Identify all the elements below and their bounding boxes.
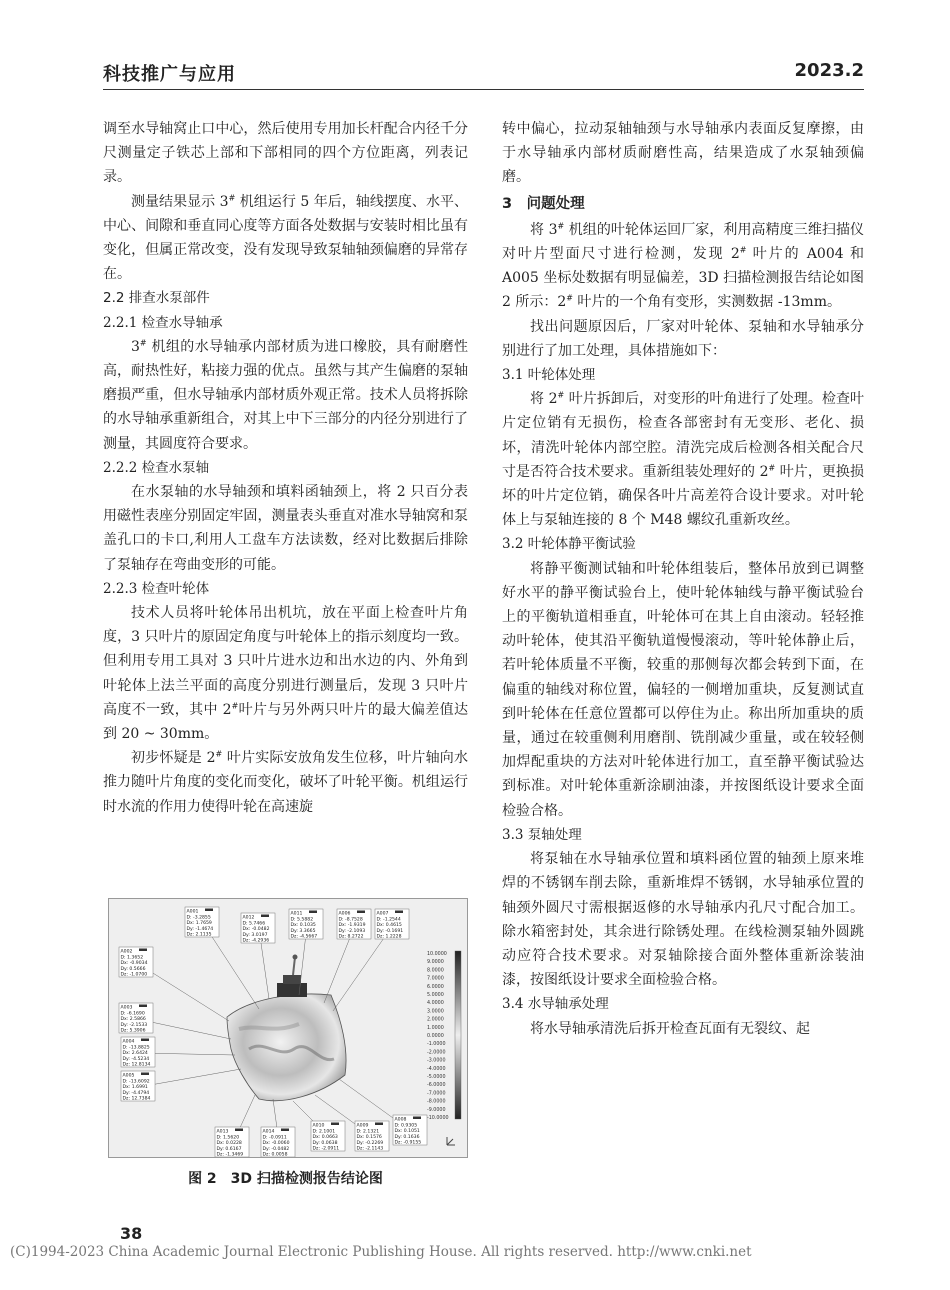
paragraph: 将 3# 机组的叶轮体运回厂家，利用高精度三维扫描仪对叶片型面尺寸进行检测，发现 2# 叶片的 A004 和 A005 坐标处数据有明显偏差，3D 扫描检测报告结论如图 2 所示：2# 叶片的一个角有变形，实测数据 -13mm。	[502, 221, 865, 311]
label-value: Dy: -2.1533	[120, 1022, 148, 1028]
label-value: Dz: -2.1143	[356, 1146, 384, 1152]
label-id: A012	[242, 915, 255, 921]
label-id: A002	[120, 949, 133, 955]
scale-tick-label: 4.0000	[427, 1001, 444, 1007]
label-value: D: 1.3652	[120, 955, 144, 961]
scale-tick-label: -5.0000	[427, 1075, 446, 1080]
measurement-label-a008	[393, 1115, 427, 1146]
subsection-heading: 3.3 泵轴处理	[502, 826, 582, 843]
paragraph: 测量结果显示 3# 机组运行 5 年后，轴线摆度、水平、中心、间隙和垂直同心度等方面各处数据与安装时相比虽有变化，但属正常改变，没有发现导致泵轴轴颈偏磨的异常存在。	[103, 192, 468, 283]
journal-title: 科技推广与应用	[103, 64, 236, 85]
label-value: D: 2.1321	[356, 1129, 380, 1135]
scale-tick-label: -2.0000	[427, 1050, 446, 1056]
scale-tick-label: 8.0000	[427, 968, 444, 974]
scale-tick-label: -9.0000	[427, 1107, 446, 1113]
label-id: A010	[312, 1123, 325, 1129]
label-value: Dz: 8.2722	[338, 934, 364, 940]
label-value: Dz: -0.9155	[394, 1140, 422, 1146]
copyright-notice: (C)1994-2023 China Academic Journal Electronic Publishing House. All rights reserved. http://www.cnki.net	[10, 1244, 752, 1260]
label-value: Dz: 2.1135	[186, 932, 212, 938]
label-value: Dx: 1.6991	[122, 1085, 148, 1091]
issue-number: 2023.2	[794, 60, 864, 81]
paragraph: 在水泵轴的水导轴颈和填料函轴颈上，将 2 只百分表用磁性表座分别固定牢固，测量表头垂直对准水导轴窝和泵盖孔口的卡口,利用人工盘车方法读数，经对比数据后排除了泵轴存在弯曲变形的可能。	[103, 484, 468, 573]
label-value: Dy: -0.0482	[262, 1146, 290, 1152]
color-scale-labels	[427, 951, 449, 1121]
scale-tick-label: 3.0000	[427, 1009, 444, 1015]
paragraph: 找出问题原因后，厂家对叶轮体、泵轴和水导轴承分别进行了加工处理，具体措施如下：	[502, 318, 864, 359]
label-value: Dy: 0.1636	[394, 1134, 420, 1140]
measurement-label-a005	[121, 1071, 155, 1102]
label-value: Dx: -1.9319	[338, 923, 366, 929]
measurement-label-a006	[337, 909, 371, 940]
scale-tick-label: 6.0000	[427, 984, 444, 990]
hub-shape	[277, 983, 307, 997]
label-value: Dx: 0.1051	[394, 1129, 420, 1135]
scale-tick-label: -6.0000	[427, 1083, 446, 1089]
label-value: Dy: 3.0197	[242, 932, 268, 938]
label-value: Dz: -1.3469	[216, 1152, 244, 1157]
label-value: D: -0.0911	[262, 1135, 287, 1141]
label-value: D: -13.8825	[122, 1045, 150, 1051]
label-value: D: -6.1690	[120, 1011, 145, 1017]
paragraph: 3# 机组的水导轴承内部材质为进口橡胶，具有耐磨性高，耐热性好，粘接力强的优点。虽然与其产生偏磨的泵轴磨损严重，但水导轴承内部材质外观正常。技术人员将拆除的水导轴承重新组合，对其上中下三部分的内径分别进行了测量，其圆度符合要求。	[103, 338, 468, 452]
paragraph: 将泵轴在水导轴承位置和填料函位置的轴颈上原来堆焊的不锈钢车削去除，重新堆焊不锈钢，水导轴承位置的轴颈外圆尺寸需根据返修的水导轴承内孔尺寸配合加工。除水箱密封处，其余进行除锈处理。在线检测泵轴外圆跳动应符合技术要求。对泵轴除接合面外整体重新涂装油漆，按图纸设计要求全面检验合格。	[502, 851, 864, 989]
page-header	[0, 0, 950, 92]
measurement-label-a010	[311, 1121, 345, 1152]
subsection-heading: 2.2.3 检查叶轮体	[103, 580, 210, 597]
scan-report-figure	[108, 898, 468, 1158]
scale-tick-label: -4.0000	[427, 1066, 446, 1072]
label-id: A014	[262, 1129, 275, 1135]
label-value: Dx: 0.0663	[312, 1135, 338, 1141]
label-value: Dx: -0.0482	[242, 927, 270, 933]
label-value: Dx: 0.0228	[216, 1141, 242, 1147]
label-value: D: -8.7528	[338, 917, 363, 923]
measurement-label-a009	[355, 1121, 389, 1152]
subsection-heading: 2.2.2 检查水泵轴	[103, 459, 210, 476]
label-value: Dy: -1.4674	[186, 926, 214, 932]
label-id: A004	[122, 1039, 135, 1045]
scale-tick-label: 2.0000	[427, 1017, 444, 1023]
label-value: Dy: -4.5234	[122, 1056, 150, 1062]
label-value: Dx: 0.4615	[376, 923, 402, 929]
label-id: A011	[290, 911, 303, 917]
scale-tick-label: -8.0000	[427, 1099, 446, 1105]
label-value: Dy: -0.2269	[356, 1140, 384, 1146]
page-number: 38	[120, 1224, 143, 1243]
scale-tick-label: -1.0000	[427, 1042, 446, 1048]
label-value: D: 1.5620	[216, 1135, 240, 1141]
measurement-label-a004	[121, 1037, 155, 1068]
header-rule	[103, 89, 864, 90]
label-value: Dz: -4.5667	[290, 934, 318, 940]
measurement-label-a003	[119, 1003, 153, 1034]
label-value: Dx: 1.7659	[186, 921, 212, 927]
scale-tick-label: -10.0000	[427, 1116, 449, 1121]
label-value: Dx: -0.9034	[120, 961, 148, 967]
label-value: D: -3.2855	[186, 915, 211, 921]
subsection-heading: 3.4 水导轴承处理	[502, 996, 609, 1013]
label-value: Dx: 2.5866	[120, 1017, 146, 1023]
label-value: Dz: -4.2936	[242, 938, 270, 944]
label-id: A003	[120, 1005, 133, 1011]
paragraph: 将静平衡测试轴和叶轮体组装后，整体吊放到已调整好水平的静平衡试验台上，使叶轮体轴线与静平衡试验台上的平衡轨道相垂直，叶轮体可在其上自由滚动。轻轻推动叶轮体，使其沿平衡轨道慢慢滚动，等叶轮体静止后，若叶轮体质量不平衡，较重的那侧每次都会转到下面，在偏重的轴线对称位置，偏轻的一侧增加重块，反复测试直到叶轮体在任意位置都可以停住为止。称出所加重块的质量，通过在较重侧利用磨削、铣削减少重量，或在较轻侧加焊配重块的方法对叶轮体进行加工，直至静平衡试验达到标准。对叶轮体重新涂刷油漆，并按图纸设计要求全面检验合格。	[502, 560, 864, 819]
label-id: A007	[376, 911, 389, 917]
label-value: Dz: 5.3906	[120, 1028, 146, 1034]
label-value: Dz: 0.0058	[262, 1152, 288, 1157]
label-value: Dy: 0.6167	[216, 1146, 242, 1152]
right-column	[502, 117, 864, 1041]
label-value: Dx: 2.6424	[122, 1051, 148, 1057]
label-value: D: 0.9305	[394, 1123, 418, 1129]
label-value: Dy: 0.0638	[312, 1140, 338, 1146]
measurement-label-a007	[375, 909, 409, 940]
color-scale-bar	[455, 951, 461, 1119]
label-value: D: 5.5882	[290, 917, 314, 923]
scale-tick-label: -7.0000	[427, 1091, 446, 1097]
paragraph: 转中偏心，拉动泵轴轴颈与水导轴承内表面反复摩擦，由于水导轴承内部材质耐磨性高，结果造成了水泵轴颈偏磨。	[502, 121, 864, 186]
measurement-label-a001	[185, 907, 219, 938]
left-column	[103, 117, 468, 819]
label-value: Dx: 0.1035	[290, 923, 316, 929]
measurement-label-a011	[289, 909, 323, 940]
subsection-heading: 3.2 叶轮体静平衡试验	[502, 536, 636, 553]
axis-triad-icon	[447, 1137, 455, 1145]
measurement-label-a014	[261, 1127, 295, 1157]
label-id: A013	[216, 1129, 229, 1135]
label-value: Dx: -0.0060	[262, 1141, 290, 1147]
section-heading: 2.2 排查水泵部件	[103, 290, 210, 307]
subsection-heading: 3.1 叶轮体处理	[502, 367, 596, 384]
scale-tick-label: 5.0000	[427, 993, 444, 998]
section-heading: 3 问题处理	[502, 195, 585, 212]
label-id: A009	[356, 1123, 369, 1129]
label-value: Dx: 0.1576	[356, 1135, 382, 1141]
scale-tick-label: -3.0000	[427, 1058, 446, 1064]
label-value: Dz: 12.7384	[122, 1096, 151, 1102]
label-id: A008	[394, 1117, 407, 1123]
label-id: A005	[122, 1073, 135, 1079]
scale-tick-label: 0.0000	[427, 1034, 444, 1039]
label-value: Dz: -1.0700	[120, 972, 148, 978]
measurement-label-a013	[215, 1127, 249, 1157]
blade-scan-shape	[227, 994, 346, 1101]
label-value: Dy: 0.5666	[120, 966, 146, 972]
scale-tick-label: 1.0000	[427, 1025, 444, 1031]
label-value: Dz: 1.2228	[376, 934, 402, 940]
scale-tick-label: 9.0000	[427, 960, 444, 966]
label-id: A006	[338, 911, 351, 917]
measurement-label-a002	[119, 947, 153, 978]
figure-caption: 图 2 3D 扫描检测报告结论图	[188, 1171, 383, 1187]
label-value: D: -13.6092	[122, 1079, 150, 1085]
label-value: Dy: -4.4794	[122, 1090, 150, 1096]
paragraph: 技术人员将叶轮体吊出机坑，放在平面上检查叶片角度，3 只叶片的原固定角度与叶轮体上的指示刻度均一致。但利用专用工具对 3 只叶片进水边和出水边的内、外角到叶轮体上法兰平面的高度分别进行测量后，发现 3 只叶片高度不一致，其中 2#叶片与另外两只叶片的最大偏差值达到 20 ~ 30mm。	[103, 605, 469, 743]
label-value: D: 5.7466	[242, 921, 266, 927]
paragraph: 调至水导轴窝止口中心，然后使用专用加长杆配合内径千分尺测量定子铁芯上部和下部相同的四个方位距离，列表记录。	[103, 121, 468, 186]
scale-tick-label: 10.0000	[427, 952, 447, 957]
label-value: Dy: -2.1093	[338, 928, 366, 934]
paragraph: 将 2# 叶片拆卸后，对变形的叶角进行了处理。检查叶片定位销有无损伤，检查各部密封有无变形、老化、损坏，清洗叶轮体内部空腔。清洗完成后检测各相关配合尺寸是否符合技术要求。重新组装处理好的 2# 叶片，更换损坏的叶片定位销，确保各叶片高差符合设计要求。对叶轮体上与泵轴连接的 8 个 M48 螺纹孔重新攻丝。	[502, 390, 865, 529]
measurement-label-a012	[241, 913, 275, 944]
paragraph: 将水导轴承清洗后拆开检查瓦面有无裂纹、起	[530, 1020, 810, 1037]
subsection-heading: 2.2.1 检查水导轴承	[103, 314, 223, 331]
label-value: D: -1.2544	[376, 917, 401, 923]
paragraph: 初步怀疑是 2# 叶片实际安放角发生位移，叶片轴向水推力随叶片角度的变化而变化，破坏了叶轮平衡。机组运行时水流的作用力使得叶轮在高速旋	[103, 749, 468, 815]
label-value: D: 2.1001	[312, 1129, 336, 1135]
label-value: Dz: 12.8134	[122, 1062, 151, 1068]
label-value: Dy: -0.1691	[376, 928, 404, 934]
label-value: Dz: -2.0911	[312, 1146, 340, 1152]
scale-tick-label: 7.0000	[427, 976, 444, 982]
label-value: Dy: 3.3665	[290, 928, 316, 934]
label-id: A001	[186, 909, 199, 915]
